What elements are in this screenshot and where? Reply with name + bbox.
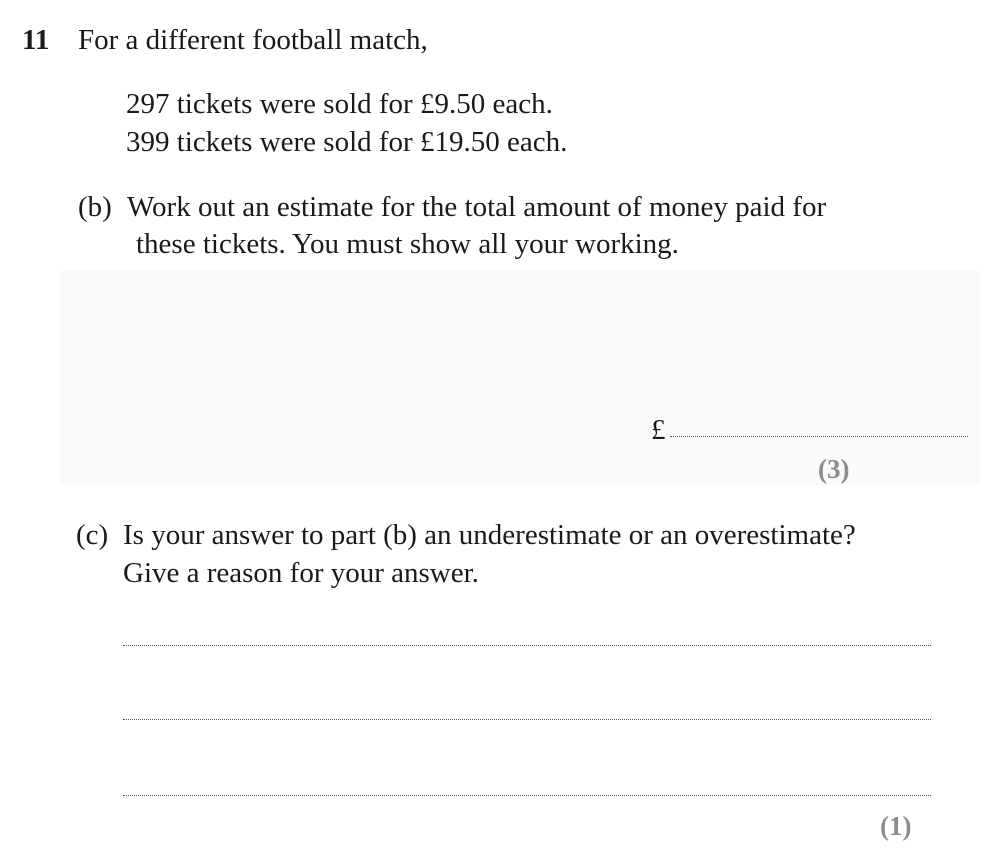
part-b-line-2: these tickets. You must show all your working. xyxy=(136,228,679,260)
question-intro: For a different football match, xyxy=(78,24,428,56)
currency-symbol: £ xyxy=(651,414,666,446)
part-c-label: (c) xyxy=(76,519,109,551)
answer-line-b[interactable] xyxy=(670,436,968,437)
part-c-line-1: Is your answer to part (b) an underestimate or an overestimate? xyxy=(123,519,856,551)
answer-line-c-3[interactable] xyxy=(123,795,931,796)
part-b-label: (b) xyxy=(78,191,112,223)
data-line-2: 399 tickets were sold for £19.50 each. xyxy=(126,126,568,158)
question-number: 11 xyxy=(22,24,50,56)
answer-line-c-2[interactable] xyxy=(123,719,931,720)
answer-line-c-1[interactable] xyxy=(123,645,931,646)
data-line-1: 297 tickets were sold for £9.50 each. xyxy=(126,88,553,120)
part-b-marks: (3) xyxy=(818,454,850,484)
part-c-line-2: Give a reason for your answer. xyxy=(123,557,479,589)
part-b-line-1: Work out an estimate for the total amount of money paid for xyxy=(127,191,827,223)
part-c-marks: (1) xyxy=(880,811,912,841)
